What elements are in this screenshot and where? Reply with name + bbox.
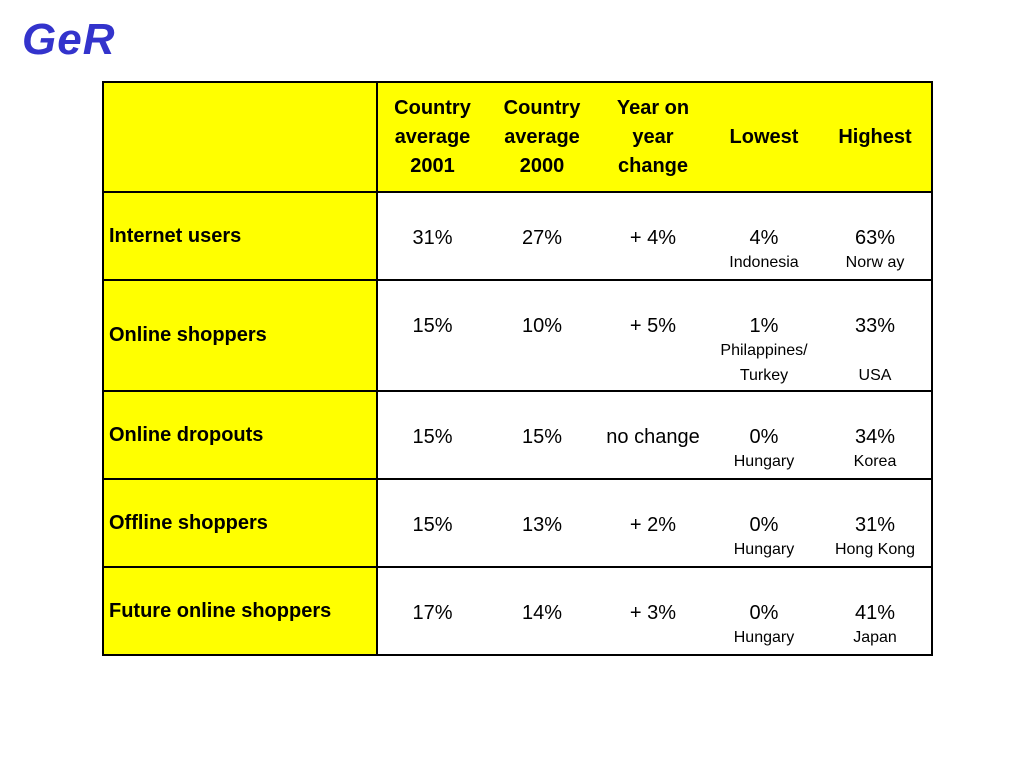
table-row [103, 567, 932, 655]
lowest-country: Philappines/ Turkey [720, 342, 808, 384]
cell-highest: 34% Korea [819, 391, 932, 479]
cell-lowest: 0% Hungary [709, 391, 819, 479]
row-label: Future online shoppers [103, 567, 377, 655]
header-year-on-year-change: Year on year change [597, 82, 709, 192]
table-row [103, 479, 932, 567]
cell-avg-2001: 31% [377, 192, 487, 280]
lowest-country: Hungary [733, 453, 795, 470]
cell-lowest: 0% Hungary [709, 479, 819, 567]
cell-lowest: 0% Hungary [709, 567, 819, 655]
highest-country: Hong Kong [834, 541, 916, 558]
highest-country: Norw ay [845, 254, 905, 271]
table-header-row [103, 82, 932, 192]
header-blank [103, 82, 377, 192]
header-highest: Highest [819, 82, 932, 192]
table-row [103, 391, 932, 479]
cell-change: + 5% [597, 280, 709, 391]
cell-avg-2001: 17% [377, 567, 487, 655]
header-country-average-2000: Country average 2000 [487, 82, 597, 192]
cell-avg-2001: 15% [377, 391, 487, 479]
lowest-country: Hungary [733, 629, 795, 646]
lowest-country: Hungary [733, 541, 795, 558]
cell-lowest: 4% Indonesia [709, 192, 819, 280]
cell-avg-2000: 10% [487, 280, 597, 391]
header-country-average-2001: Country average 2001 [377, 82, 487, 192]
cell-avg-2000: 13% [487, 479, 597, 567]
cell-avg-2000: 15% [487, 391, 597, 479]
table-row [103, 192, 932, 280]
cell-avg-2000: 14% [487, 567, 597, 655]
statistics-table [102, 81, 933, 656]
cell-change: + 4% [597, 192, 709, 280]
logo: GeR [22, 15, 116, 64]
row-label: Offline shoppers [103, 479, 377, 567]
highest-country: USA [858, 367, 892, 384]
cell-change: + 3% [597, 567, 709, 655]
cell-highest: 31% Hong Kong [819, 479, 932, 567]
row-label: Internet users [103, 192, 377, 280]
cell-change: + 2% [597, 479, 709, 567]
cell-avg-2000: 27% [487, 192, 597, 280]
lowest-country: Indonesia [729, 254, 799, 271]
cell-avg-2001: 15% [377, 479, 487, 567]
table-row [103, 280, 932, 391]
row-label: Online shoppers [103, 280, 377, 391]
cell-lowest: 1% Philappines/ Turkey [709, 280, 819, 391]
header-lowest: Lowest [709, 82, 819, 192]
cell-highest: 41% Japan [819, 567, 932, 655]
highest-country: Japan [853, 629, 897, 646]
cell-avg-2001: 15% [377, 280, 487, 391]
highest-country: Korea [853, 453, 897, 470]
cell-highest: 33% USA [819, 280, 932, 391]
cell-change: no change [597, 391, 709, 479]
cell-highest: 63% Norw ay [819, 192, 932, 280]
row-label: Online dropouts [103, 391, 377, 479]
